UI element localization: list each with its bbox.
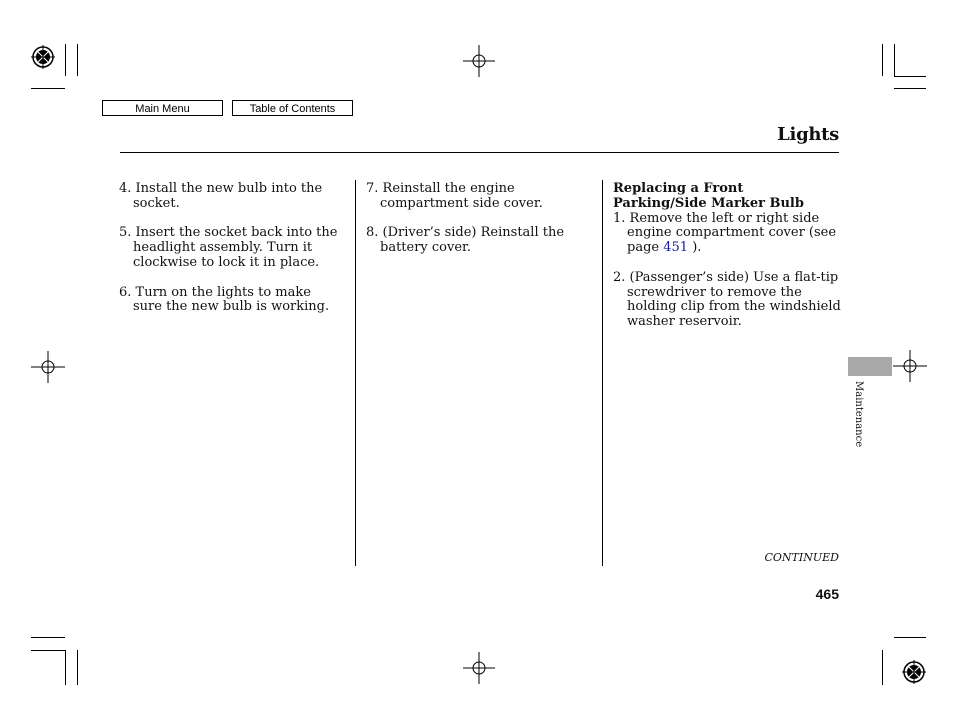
step-7: 7. Reinstall the engine compartment side cover.	[366, 181, 543, 211]
crop-mark	[894, 76, 926, 77]
registration-target-icon	[902, 660, 926, 684]
table-of-contents-button[interactable]: Table of Contents	[232, 100, 353, 116]
crop-mark	[65, 44, 66, 76]
column-divider	[355, 180, 356, 566]
crop-mark	[31, 88, 65, 89]
registration-target-icon	[31, 45, 55, 69]
page-number: 465	[815, 586, 839, 602]
page-link[interactable]: 451	[663, 240, 689, 256]
section-heading: Replacing a Front Parking/Side Marker Bulb	[613, 181, 804, 211]
main-menu-button[interactable]: Main Menu	[102, 100, 223, 116]
step-6: 6. Turn on the lights to make sure the new bulb is working.	[119, 284, 330, 315]
step-1	[613, 212, 841, 256]
step-4: 4. Install the new bulb into the socket.	[119, 181, 323, 211]
crosshair-icon	[463, 45, 495, 77]
crosshair-icon	[893, 350, 927, 382]
step-2: 2. (Passenger’s side) Use a flat-tip screwdriver to remove the holding clip from the windshield washer reservoir.	[613, 269, 841, 330]
crop-mark	[65, 650, 66, 685]
section-tab-label: Maintenance	[853, 381, 864, 448]
header-rule	[120, 152, 839, 153]
crop-mark	[77, 650, 78, 685]
step-1-end: ).	[688, 240, 702, 256]
crop-mark	[31, 637, 65, 638]
crop-mark	[31, 650, 65, 651]
crosshair-icon	[463, 652, 495, 684]
crop-mark	[894, 44, 895, 76]
column-3	[613, 182, 841, 345]
crop-mark	[882, 44, 883, 76]
crop-mark	[882, 650, 883, 685]
column-1	[119, 182, 339, 330]
column-divider	[602, 180, 603, 566]
section-tab	[848, 357, 892, 376]
page-title: Lights	[777, 124, 839, 145]
crop-mark	[77, 44, 78, 76]
crosshair-icon	[31, 351, 65, 383]
step-5: 5. Insert the socket back into the headlight assembly. Turn it clockwise to lock it in place.	[119, 225, 338, 270]
column-2	[366, 182, 594, 271]
step-1-text: 1. Remove the left or right side engine compartment cover (see page	[613, 210, 837, 256]
crop-mark	[894, 637, 926, 638]
continued-label: CONTINUED	[764, 551, 839, 564]
step-8: 8. (Driver’s side) Reinstall the battery cover.	[366, 225, 565, 256]
crop-mark	[894, 88, 926, 89]
